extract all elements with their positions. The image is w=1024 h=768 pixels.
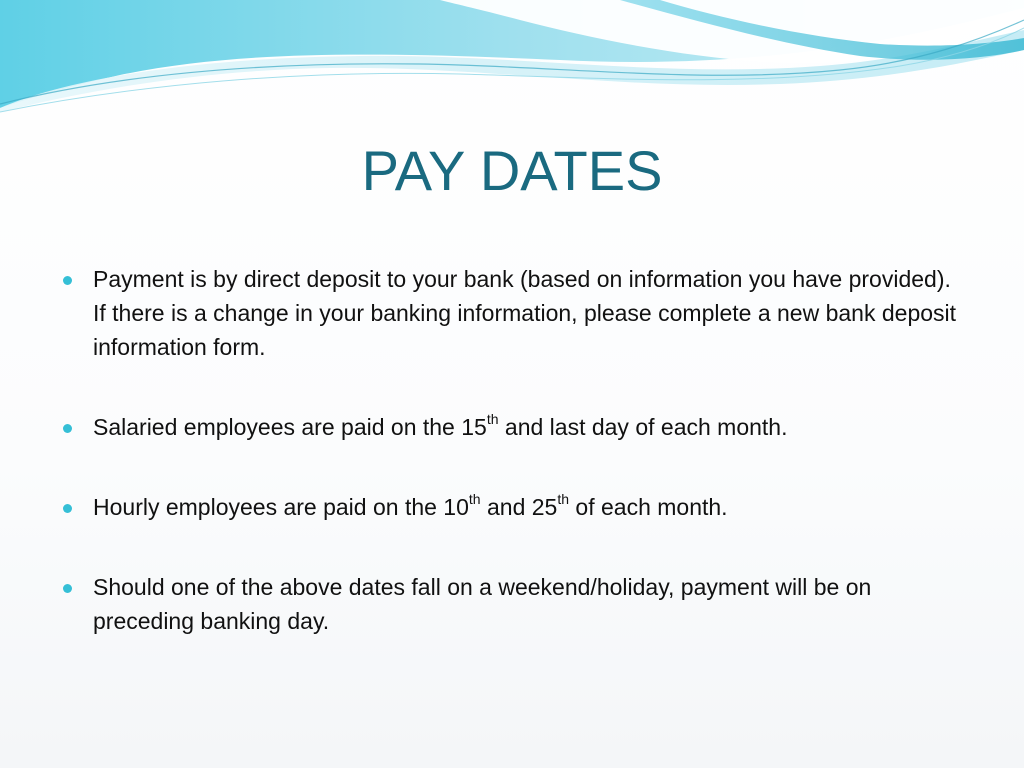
bullet-dot-icon <box>63 276 72 285</box>
bullet-item-weekend-holiday <box>60 570 960 638</box>
ordinal-suffix: th <box>486 411 499 428</box>
bullet-item-hourly <box>60 490 960 524</box>
ordinal-suffix: th <box>468 491 481 508</box>
ordinal-suffix: th <box>557 491 570 508</box>
bullet-item-salaried <box>60 410 960 444</box>
wave-decoration <box>0 0 1024 130</box>
bullet-item-direct-deposit <box>60 262 960 364</box>
bullet-text: and 25 <box>480 494 558 520</box>
bullet-text: and last day of each month. <box>498 414 788 440</box>
bullet-text: Hourly employees are paid on the 10 <box>93 494 469 520</box>
bullet-text: of each month. <box>569 494 728 520</box>
bullet-list <box>60 262 960 638</box>
bullet-dot-icon <box>63 424 72 433</box>
bullet-text: Payment is by direct deposit to your bank (based on information you have provided). If there is a change in your banking information, please complete a new bank deposit information form. <box>93 266 957 360</box>
slide-title: PAY DATES <box>361 139 663 202</box>
bullet-dot-icon <box>63 584 72 593</box>
bullet-dot-icon <box>63 504 72 513</box>
bullet-text: Salaried employees are paid on the 15 <box>93 414 487 440</box>
bullet-text: Should one of the above dates fall on a weekend/holiday, payment will be on preceding banking day. <box>93 574 872 634</box>
